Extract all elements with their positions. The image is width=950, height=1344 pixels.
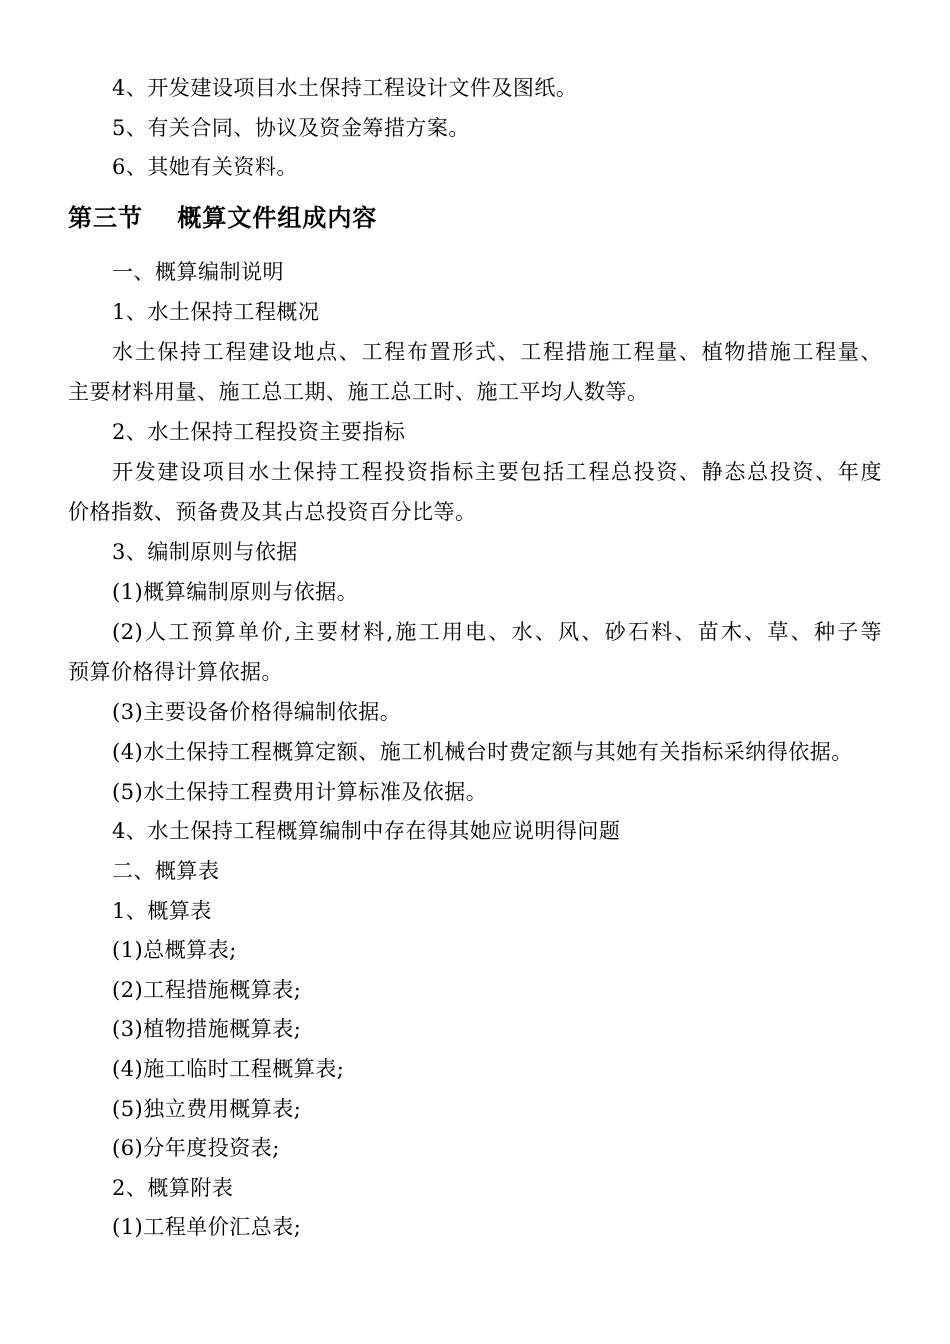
list-item: (6)分年度投资表;	[112, 1136, 280, 1160]
list-item: (2)工程措施概算表;	[112, 978, 302, 1002]
paragraph-line: 水土保持工程建设地点、工程布置形式、工程措施工程量、植物措施工程量、	[112, 340, 882, 364]
subsection-title: 4、水土保持工程概算编制中存在得其她应说明得问题	[112, 819, 621, 843]
list-item: (4)水土保持工程概算定额、施工机械台时费定额与其她有关指标采纳得依据。	[112, 740, 853, 764]
list-item: (1)工程单价汇总表;	[112, 1215, 302, 1239]
subsection-title: 1、水土保持工程概况	[112, 300, 320, 324]
list-item: (3)主要设备价格得编制依据。	[112, 700, 402, 724]
paragraph-line: 价格指数、预备费及其占总投资百分比等。	[68, 500, 477, 524]
subsection-title: 2、水土保持工程投资主要指标	[112, 420, 406, 444]
list-item: (4)施工临时工程概算表;	[112, 1057, 345, 1081]
list-item: (1)总概算表;	[112, 938, 237, 962]
part-title: 二、概算表	[112, 859, 220, 883]
list-item: (5)水土保持工程费用计算标准及依据。	[112, 780, 488, 804]
list-item: (3)植物措施概算表;	[112, 1017, 302, 1041]
part-title: 一、概算编制说明	[112, 260, 284, 284]
list-item: 6、其她有关资料。	[112, 155, 298, 179]
subsection-title: 2、概算附表	[112, 1176, 234, 1200]
paragraph-line: 开发建设项目水土保持工程投资指标主要包括工程总投资、静态总投资、年度	[112, 460, 882, 484]
list-item: 4、开发建设项目水土保持工程设计文件及图纸。	[112, 76, 578, 100]
subsection-title: 3、编制原则与依据	[112, 540, 298, 564]
list-item: (2)人工预算单价,主要材料,施工用电、水、风、砂石料、苗木、草、种子等	[112, 620, 882, 644]
list-item: (5)独立费用概算表;	[112, 1097, 302, 1121]
list-item: 5、有关合同、协议及资金筹措方案。	[112, 116, 470, 140]
list-item: (1)概算编制原则与依据。	[112, 580, 359, 604]
paragraph-line: 预算价格得计算依据。	[68, 660, 283, 684]
subsection-title: 1、概算表	[112, 899, 212, 923]
section-heading: 第三节 概算文件组成内容	[68, 204, 378, 232]
paragraph-line: 主要材料用量、施工总工期、施工总工时、施工平均人数等。	[68, 380, 649, 404]
